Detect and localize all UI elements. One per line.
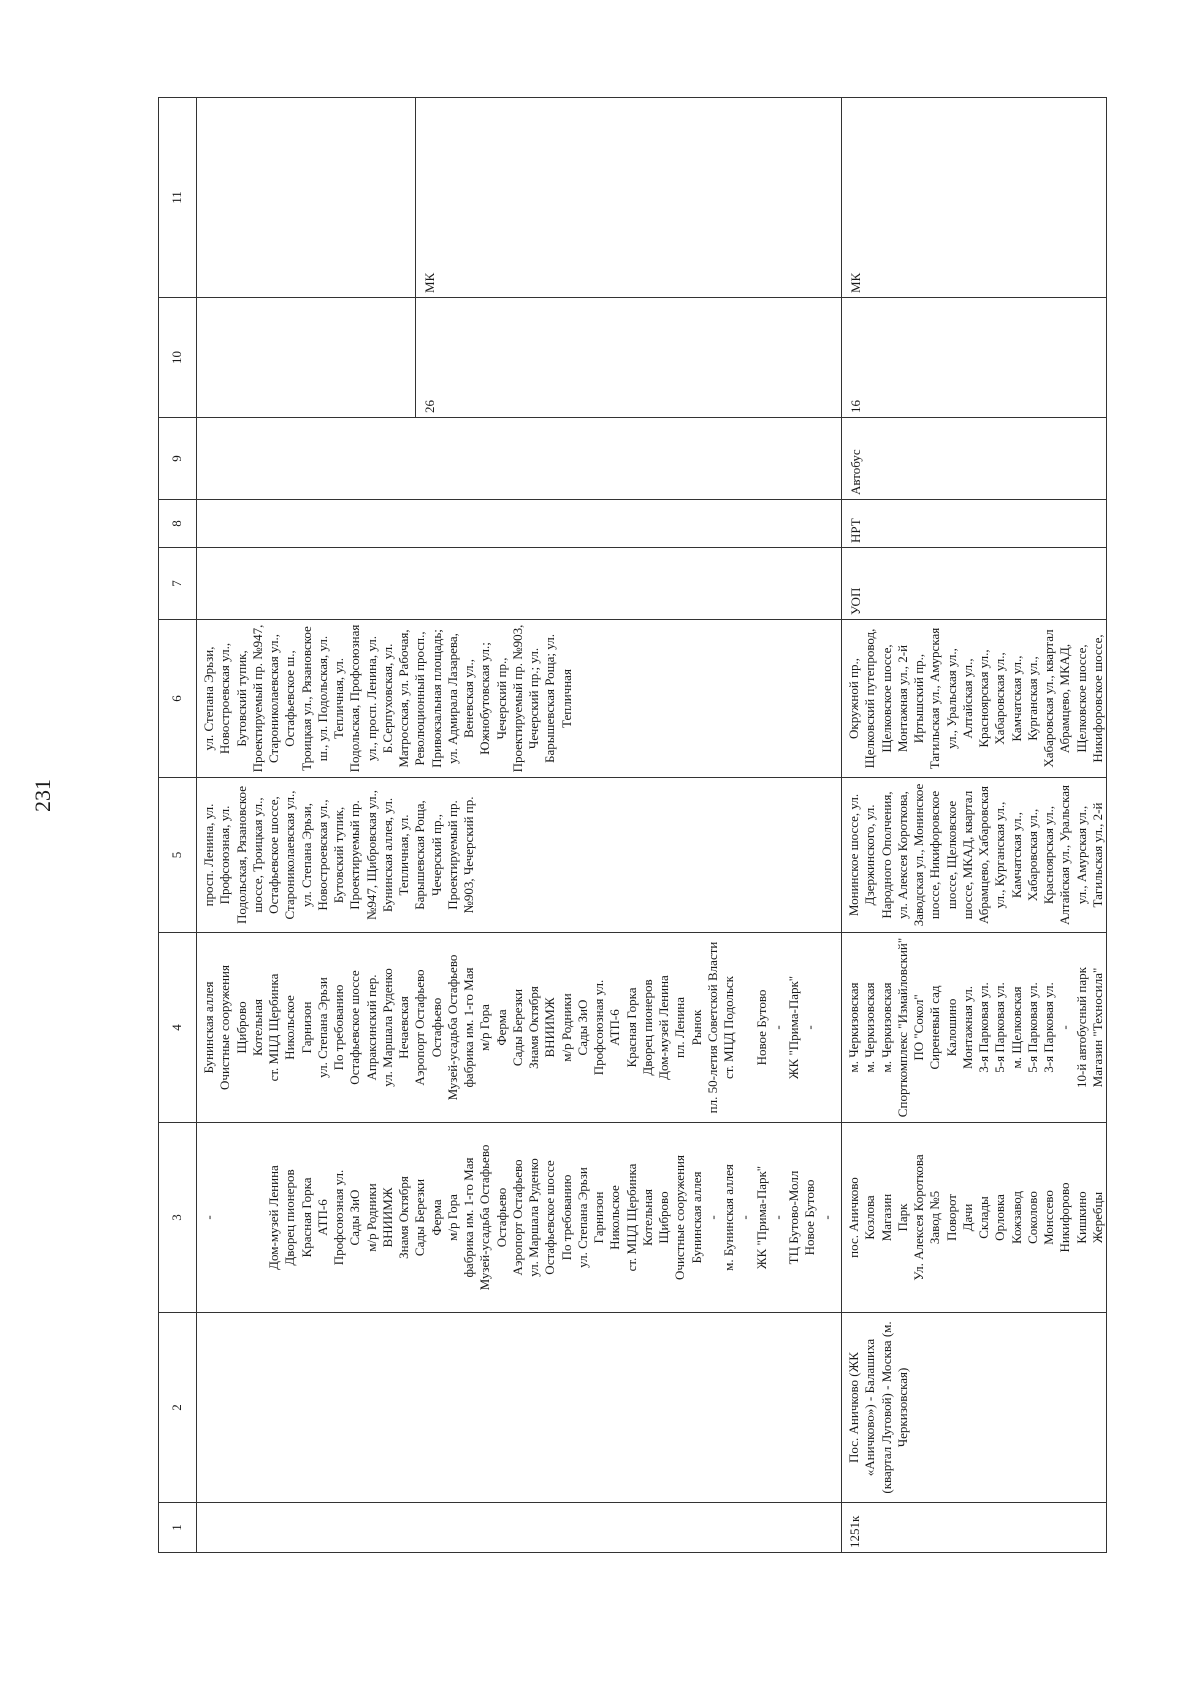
stop-item: Музей-усадьба Остафьево [444, 954, 460, 1101]
stop-item: Профсоюзная ул. [591, 979, 606, 1076]
stop-item: Козлова [862, 1195, 878, 1240]
col10-value: 16 [848, 400, 863, 413]
forward-streets-text: просп. Ленина, ул. Профсоюзная, ул. Подольская, Рязановское шоссе, Троицкая ул., Остафьевское шоссе, Старониколаевская ул., ул. Степана Эрьзи, Новостроевская ул., Бутовский тупик, Проектируемый пр. №947, Щибровская ул., Бунинская аллея, ул. Тепличная, ул. Барышевская Роща, Чечерский пр., Проектируемый пр. №903, Чечерский пр. [201, 786, 476, 925]
stop-item: пл. Ленина [672, 996, 688, 1059]
stop-item: - [201, 1215, 216, 1220]
stop-item: ст. МЦД Подольск [721, 976, 736, 1079]
col9-value: Автобус [848, 449, 863, 495]
stop-item: - [769, 1215, 785, 1220]
route-table [158, 97, 1107, 1553]
forward-stops-list [197, 1123, 835, 1312]
stop-item: 3-я Парковая ул. [976, 982, 991, 1073]
stop-item: Соколово [1024, 1191, 1040, 1244]
col8-value: НРТ [848, 518, 863, 543]
stop-item: м. Черкизовская [878, 982, 894, 1073]
stop-item: ЖК "Прима-Парк" [786, 975, 801, 1080]
header-cell: 8 [159, 500, 197, 548]
forward-streets-cell [197, 778, 842, 933]
stop-item: ул. Маршала Руденко [526, 1158, 541, 1277]
header-cell: 9 [159, 418, 197, 500]
stop-item: Остафьево [428, 997, 444, 1058]
stop-item: Новое Бутово [753, 989, 769, 1066]
stop-item [217, 1127, 233, 1308]
page-number: 231 [30, 779, 55, 812]
stop-item: 10-й автобусный парк [1073, 967, 1089, 1088]
col10-value: 26 [422, 400, 437, 413]
stop-item: фабрика им. 1-го Мая [461, 1157, 476, 1278]
stop-item: Калошино [943, 998, 959, 1057]
col11-value: МК [848, 272, 863, 293]
stop-item: 3-я Парковая ул. [1041, 982, 1056, 1073]
forward-stops-cell [842, 1123, 1107, 1313]
col11-value: МК [422, 272, 437, 293]
table-row [197, 98, 842, 1553]
stop-item: ст. МЦД Щербинка [266, 973, 281, 1082]
stop-item: - [737, 1215, 753, 1220]
stop-item: Гарнизон [591, 1191, 606, 1244]
stop-item: Остафьевское шоссе [347, 970, 363, 1085]
stop-item: По требованию [331, 984, 346, 1071]
header-cell: 1 [159, 1503, 197, 1553]
stop-item: ул. Степана Эрьзи [574, 1167, 590, 1268]
header-cell: 11 [159, 98, 197, 298]
stop-item: Щиброво [656, 1191, 671, 1244]
header-cell: 3 [159, 1123, 197, 1313]
stop-item: Монссево [1041, 1190, 1056, 1245]
stop-item: Аэропорт Остафьево [412, 969, 428, 1086]
stop-item: Очистные сооружения [672, 1155, 688, 1280]
stop-item: 5-я Парковая ул. [992, 982, 1008, 1073]
stop-item: Дачи [959, 1203, 975, 1232]
header-cell: 10 [159, 298, 197, 418]
col7-value: УОП [848, 587, 863, 615]
stop-item: АТП-6 [607, 1009, 623, 1046]
stop-item: Магазин [878, 1193, 894, 1242]
stop-item: Бунинская аллея [688, 1171, 704, 1264]
reverse-stops-cell [842, 933, 1107, 1123]
stop-item: м/р Родники [558, 993, 574, 1062]
stop-item: Склады [976, 1196, 991, 1239]
stop-item: Жеребцы [1089, 1191, 1105, 1244]
stop-item: Аэропорт Остафьево [509, 1159, 525, 1276]
header-cell: 4 [159, 933, 197, 1123]
stop-item: Музей-усадьба Остафьево [477, 1144, 493, 1291]
stop-item: Нечаевская [396, 996, 411, 1059]
stop-item: Очистные сооружения [217, 965, 233, 1090]
stop-item: Ул. Алексея Короткова [911, 1154, 926, 1281]
col9-cell [842, 418, 1107, 500]
stop-item: м. Щелковская [1008, 986, 1024, 1069]
stop-item: пос. Аничково [846, 1177, 861, 1258]
stop-item: Сады ЗиО [347, 1189, 363, 1246]
col7-cell [197, 548, 842, 620]
stop-item: м/р Гора [444, 1194, 460, 1241]
header-cell: 2 [159, 1313, 197, 1503]
stop-item [737, 937, 753, 1118]
stop-item: - [769, 1025, 785, 1030]
stop-item: Знамя Октября [396, 1176, 411, 1259]
reverse-streets-text: ул. Степана Эрьзи, Новостроевская ул., Бутовский тупик, Проектируемый пр. №947, Старониколаевская ул., Остафьевское ш., Троицкая ул., Рязановское ш., ул. Подольская, ул. Тепличная, ул. Подольская, Профсоюзная ул., просп. Ленина, ул. Б.Серпуховская, ул. Матросская, ул. Рабочая, Революционный просп., Привокзальная площадь; ул. Адмирала Лазарева, Веневская ул., Южнобутовская ул.; Чечерский пр., Проектируемый пр. №903, Чечерский пр.; ул. Барышевская Роща; ул. Тепличная [201, 624, 574, 773]
reverse-streets-text: Окружной пр., Щелковский путепровод, Щелковское шоссе, Монтажная ул., 2-й Иртышский пр., Тагильская ул., Амурская ул., Уральская ул., Алтайская ул., Красноярская ул., Хабаровская ул., Камчатская ул., Курганская ул., Хабаровская ул., квартал Абрамцево, МКАД, Щелковское шоссе, Никифоровское шоссе, [846, 627, 1105, 770]
stop-item: фабрика им. 1-го Мая [461, 967, 476, 1088]
stop-item: Котельная [249, 999, 265, 1056]
col8-cell [842, 500, 1107, 548]
stop-item: Дом-музей Ленина [266, 1165, 281, 1270]
stop-item: Остафьевское шоссе [542, 1160, 558, 1275]
stop-item: Гарнизон [298, 1001, 314, 1054]
col10-cell [842, 298, 1107, 418]
stop-item: АТП-6 [314, 1199, 330, 1236]
stop-item: Никифорово [1057, 1182, 1073, 1253]
stop-item: Рынок [688, 1009, 704, 1046]
stop-item: Апраксинский пер. [363, 974, 379, 1081]
reverse-streets-cell [842, 620, 1107, 778]
stop-item: Бунинская аллея [201, 981, 216, 1074]
stop-item: Котельная [639, 1189, 655, 1246]
stop-item: ПО "Сокол" [911, 994, 926, 1061]
stop-item [250, 1127, 266, 1308]
stop-item: Дом-музей Ленина [656, 975, 671, 1080]
col10-cell [197, 298, 842, 418]
stop-item: Профсоюзная ул. [331, 1169, 346, 1266]
stop-item: м. Черкизовская [862, 982, 878, 1073]
route-number: 1251к [847, 1515, 862, 1548]
stop-item: Новое Бутово [802, 1179, 818, 1256]
stop-item: ЖК "Прима-Парк" [753, 1165, 769, 1270]
stop-item: м/р Родники [363, 1183, 379, 1252]
route-number-cell [197, 1503, 842, 1553]
col8-cell [197, 500, 842, 548]
stop-item: Поворот [943, 1194, 959, 1241]
col11-cell [197, 98, 842, 298]
stop-item: Ферма [493, 1009, 509, 1046]
route-name-cell [197, 1313, 842, 1503]
header-cell: 6 [159, 620, 197, 778]
stop-item: 5-я Парковая ул. [1024, 982, 1040, 1073]
stop-item: м/р Гора [477, 1004, 493, 1051]
stop-item: ВНИИМЖ [542, 997, 558, 1058]
header-cell: 5 [159, 778, 197, 933]
reverse-streets-cell [197, 620, 842, 778]
forward-stops-cell [197, 1123, 842, 1313]
stop-item: Сады ЗиО [574, 999, 590, 1056]
stop-item: ВНИИМЖ [379, 1187, 395, 1248]
stop-item: Красная Горка [623, 987, 639, 1068]
stop-item: Монтажная ул. [959, 986, 975, 1069]
stop-item: Завод №5 [927, 1190, 943, 1245]
header-row [159, 98, 197, 1553]
route-table-container [158, 98, 1103, 1553]
stop-item: ст. МЦД Щербинка [623, 1163, 639, 1272]
stop-item: Дворец пионеров [639, 979, 655, 1076]
stop-item: Ферма [428, 1199, 444, 1236]
col9-cell [197, 418, 842, 500]
route-number-cell [842, 1503, 1107, 1553]
reverse-stops-list [842, 933, 1106, 1122]
stop-item: Сиреневый сад [927, 985, 943, 1070]
stop-item: Спорткомплекс "Измайловский" [894, 937, 910, 1118]
stop-item: м. Бунинская аллея [721, 1164, 736, 1271]
stop-item: Красная Горка [298, 1177, 314, 1258]
forward-stops-list [842, 1123, 1106, 1312]
stop-item: Щиброво [233, 1001, 249, 1054]
stop-item: Остафьево [493, 1187, 509, 1248]
stop-item: - [802, 1025, 818, 1030]
stop-item: Кожзавод [1008, 1190, 1024, 1245]
col11-cell [842, 98, 1107, 298]
col7-cell [842, 548, 1107, 620]
stop-item: ТЦ Бутово-Молл [786, 1170, 801, 1265]
route-name: Пос. Аничково (ЖК «Аничково») - Балашиха (квартал Луговой) - Москва (м. Черкизовская) [846, 1321, 910, 1494]
header-cell: 7 [159, 548, 197, 620]
stop-item: Кишкино [1073, 1191, 1089, 1244]
route-name-cell [842, 1313, 1107, 1503]
stop-item: м. Черкизовская [846, 982, 861, 1073]
stop-item: Знамя Октября [526, 986, 541, 1069]
stop-item: По требованию [558, 1174, 574, 1261]
stop-item: Никольское [282, 995, 298, 1060]
forward-streets-text: Монинское шоссе, ул. Дзержинского, ул. Народного Ополчения, ул. Алексея Короткова, Заводская ул., Монинское шоссе, Никифоровское шоссе, Щелковское шоссе, МКАД, квартал Абрамцево, Хабаровская ул., Курганская ул., Камчатская ул., Хабаровская ул., Красноярская ул., Алтайская ул., Уральская ул., Амурская ул., Тагильская ул., 2-й [846, 783, 1105, 927]
stop-item [234, 1127, 250, 1308]
stop-item: Никольское [607, 1185, 623, 1250]
stop-item: пл. 50-летия Советской Власти [704, 941, 720, 1114]
stop-item: ул. Степана Эрьзи [314, 977, 330, 1078]
forward-streets-cell [842, 778, 1107, 933]
table-row [842, 98, 1107, 1553]
stop-item: - [1057, 1025, 1073, 1030]
reverse-stops-list [197, 933, 819, 1122]
stop-item: Орловка [992, 1194, 1008, 1241]
stop-item: - [818, 1215, 834, 1220]
stop-item: Сады Березки [509, 988, 525, 1067]
stop-item: Дворец пионеров [282, 1169, 298, 1266]
stop-item: Сады Березки [412, 1178, 428, 1257]
stop-item: - [704, 1215, 720, 1220]
reverse-stops-cell [197, 933, 842, 1123]
stop-item: ул. Маршала Руденко [379, 968, 395, 1087]
stop-item: Магазин "Техносила" [1089, 967, 1105, 1088]
stop-item: Парк [894, 1203, 910, 1232]
